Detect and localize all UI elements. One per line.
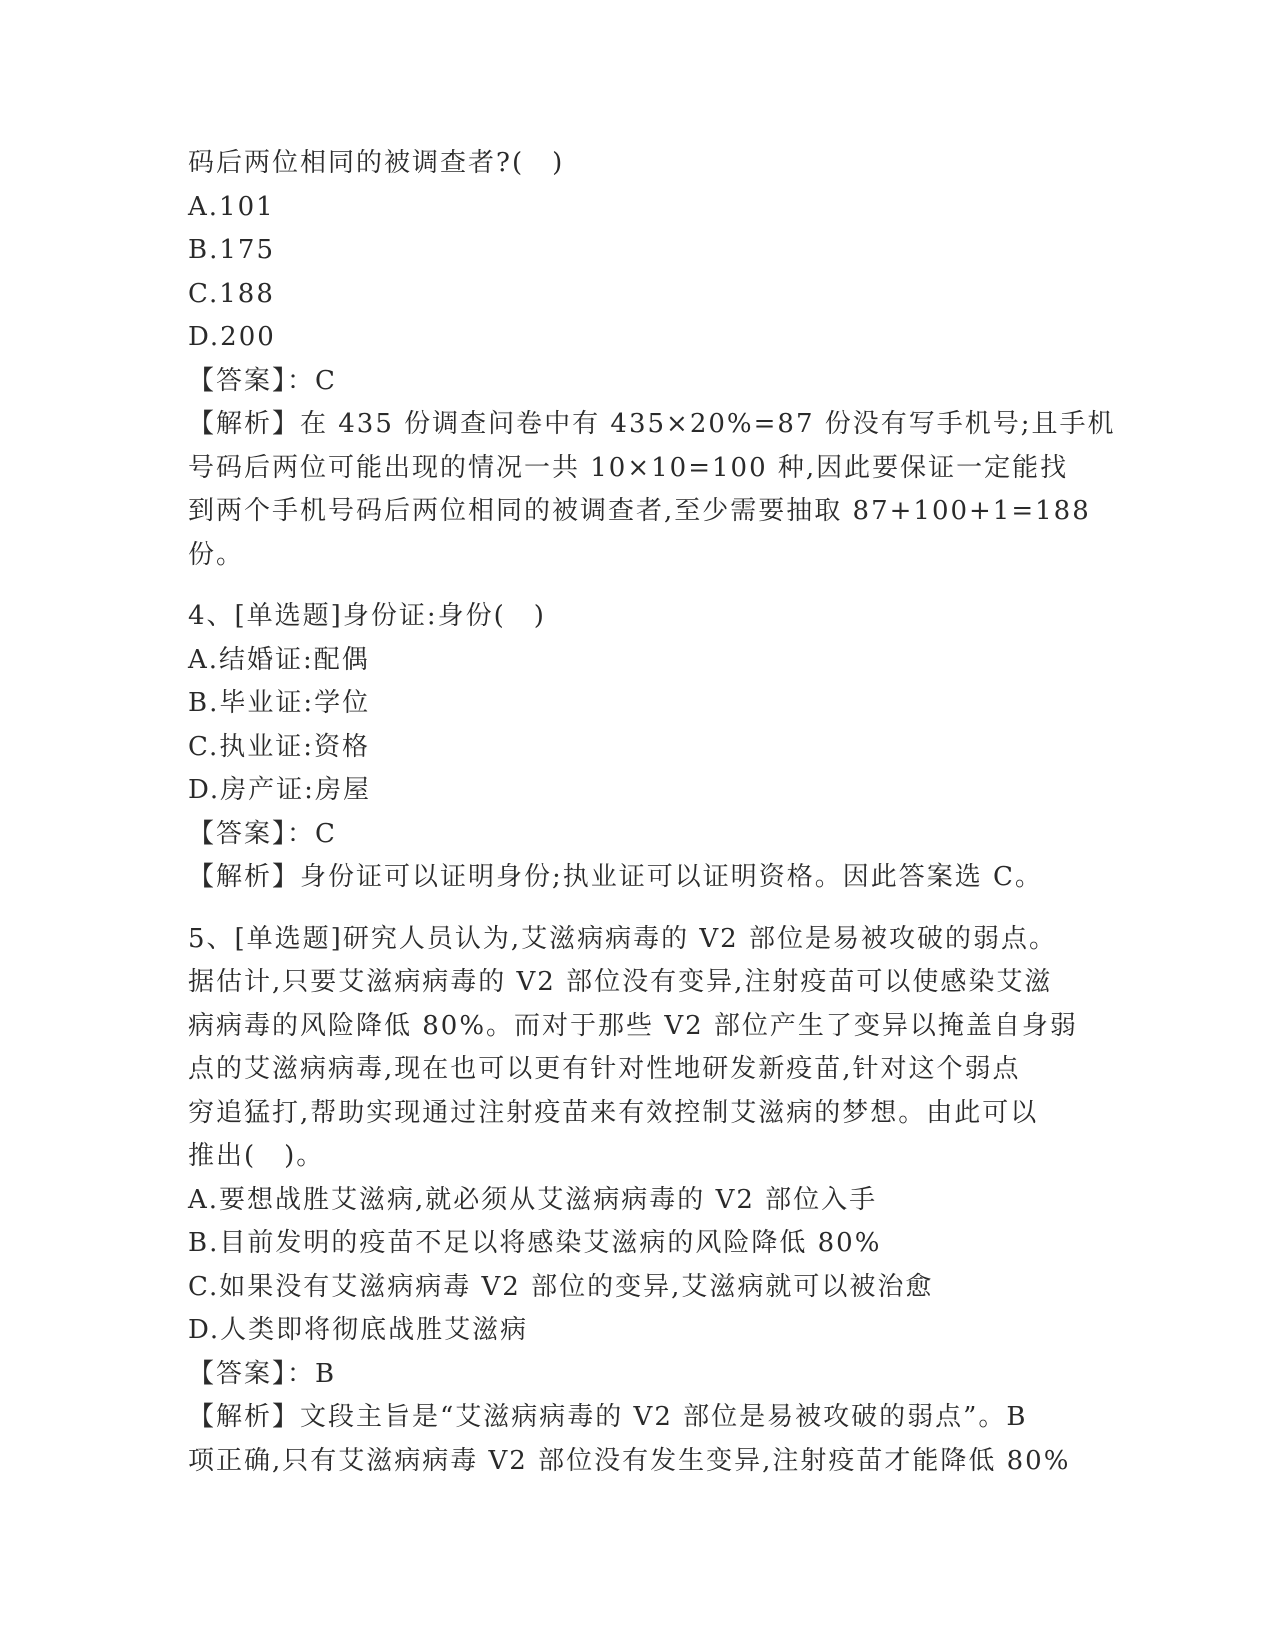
answer-line: 【答案】：C <box>188 365 337 396</box>
question-stem: 点的艾滋病病毒,现在也可以更有针对性地研发新疫苗,针对这个弱点 <box>188 1054 1021 1084</box>
question-stem: 4、[单选题]身份证:身份( ) <box>188 601 546 631</box>
question-stem: 据估计,只要艾滋病病毒的 V2 部位没有变异,注射疫苗可以使感染艾滋 <box>188 967 1053 997</box>
option-c: C.188 <box>188 278 275 309</box>
option-b: B.毕业证:学位 <box>188 688 371 718</box>
option-a: A.要想战胜艾滋病,就必须从艾滋病病毒的 V2 部位入手 <box>188 1184 878 1215</box>
option-d: D.人类即将彻底战胜艾滋病 <box>188 1315 529 1345</box>
option-d: D.200 <box>188 322 276 352</box>
question-stem: 穷追猛打,帮助实现通过注射疫苗来有效控制艾滋病的梦想。由此可以 <box>188 1097 1039 1128</box>
question-5 <box>188 918 1088 1484</box>
option-b: B.目前发明的疫苗不足以将感染艾滋病的风险降低 80% <box>188 1228 882 1258</box>
question-stem: 5、[单选题]研究人员认为,艾滋病病毒的 V2 部位是易被攻破的弱点。 <box>188 923 1057 954</box>
spacer <box>188 577 1088 595</box>
analysis-line: 号码后两位可能出现的情况一共 10×10=100 种,因此要保证一定能找 <box>188 452 1069 483</box>
analysis-line: 项正确,只有艾滋病病毒 V2 部位没有发生变异,注射疫苗才能降低 80% <box>188 1445 1071 1476</box>
option-b: B.175 <box>188 235 275 265</box>
question-stem: 病病毒的风险降低 80%。而对于那些 V2 部位产生了变异以掩盖自身弱 <box>188 1010 1078 1041</box>
document-page <box>188 142 1116 1483</box>
question-3 <box>188 142 1116 577</box>
question-4 <box>188 595 1088 900</box>
analysis-line: 【解析】在 435 份调查问卷中有 435×20%=87 份没有写手机号;且手机 <box>188 409 1116 439</box>
answer-line: 【答案】：C <box>188 818 337 849</box>
option-a: A.结婚证:配偶 <box>188 644 370 675</box>
spacer <box>188 900 1088 918</box>
analysis-line: 【解析】文段主旨是“艾滋病病毒的 V2 部位是易被攻破的弱点”。B <box>188 1402 1028 1432</box>
question-stem: 码后两位相同的被调查者?( ) <box>188 148 565 178</box>
analysis-line: 【解析】身份证可以证明身份;执业证可以证明资格。因此答案选 C。 <box>188 862 1043 892</box>
option-a: A.101 <box>188 191 275 222</box>
option-d: D.房产证:房屋 <box>188 775 371 805</box>
analysis-line: 份。 <box>188 539 245 570</box>
option-c: C.如果没有艾滋病病毒 V2 部位的变异,艾滋病就可以被治愈 <box>188 1271 934 1302</box>
answer-line: 【答案】：B <box>188 1358 337 1389</box>
option-c: C.执业证:资格 <box>188 731 370 762</box>
analysis-line: 到两个手机号码后两位相同的被调查者,至少需要抽取 87+100+1=188 <box>188 496 1091 526</box>
question-stem: 推出( )。 <box>188 1141 325 1171</box>
